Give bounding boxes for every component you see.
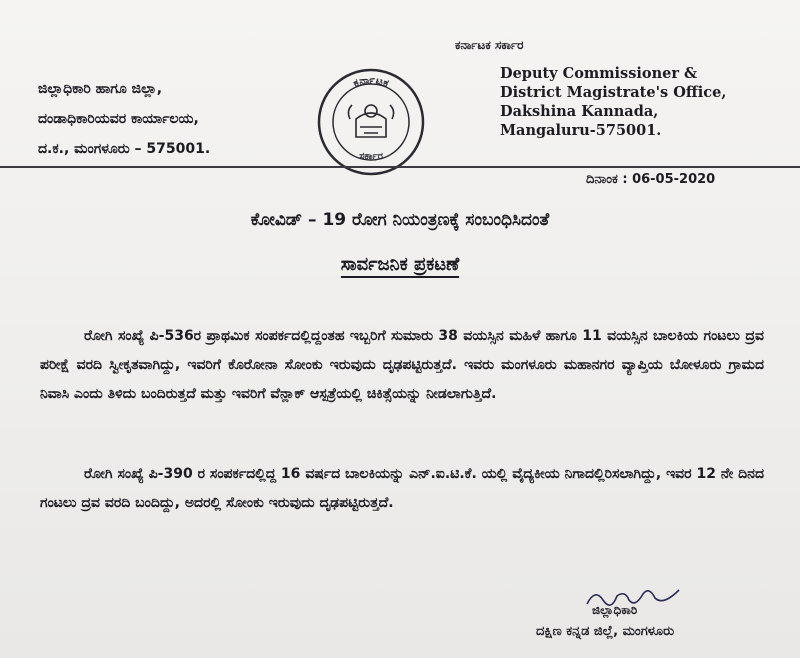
english-office-line-3: Dakshina Kannada, xyxy=(500,103,659,120)
seal-top-text-path: ಕರ್ನಾಟಕ xyxy=(351,73,391,91)
seal-emblem-icon xyxy=(348,105,393,137)
kannada-office-address xyxy=(38,74,288,164)
english-office-line-2: District Magistrate's Office, xyxy=(500,84,727,101)
notice-date: ದಿನಾಂಕ : 06-05-2020 xyxy=(586,172,716,187)
paragraph-1 xyxy=(40,322,764,409)
paragraph-1-text: ರೋಗಿ ಸಂಖ್ಯೆ ಪಿ-536ರ ಪ್ರಾಥಮಿಕ ಸಂಪರ್ಕದಲ್ಲಿದ್ದಂತಹ ಇಬ್ಬರಿಗೆ ಸುಮಾರು 38 ವಯಸ್ಸಿನ ಮಹಿಳೆ ಹಾಗೂ 11 ವಯಸ್ಸಿನ ಬಾಲಕಿಯ ಗಂಟಲು ದ್ರವ ಪರೀಕ್ಷೆ ವರದಿ ಸ್ವೀಕೃತವಾಗಿದ್ದು, ಇವರಿಗೆ ಕೊರೋನಾ ಸೋಂಕು ಇರುವುದು ದೃಢಪಟ್ಟಿರುತ್ತದೆ. ಇವರು ಮಂಗಳೂರು ಮಹಾನಗರ ವ್ಯಾಪ್ತಿಯ ಬೋಳೂರು ಗ್ರಾಮದ ನಿವಾಸಿ ಎಂದು ತಿಳಿದು ಬಂದಿರುತ್ತದೆ ಮತ್ತು ಇವರಿಗೆ ವೆನ್ಲಾಕ್ ಆಸ್ಪತ್ರೆಯಲ್ಲಿ ಚಿಕಿತ್ಸೆಯನ್ನು ನೀಡಲಾಗುತ್ತಿದೆ. xyxy=(40,328,764,402)
paragraph-2 xyxy=(40,460,764,518)
header-divider xyxy=(0,166,800,168)
kannada-office-line-3: ದ.ಕ., ಮಂಗಳೂರು – 575001. xyxy=(38,141,211,157)
notice-title xyxy=(0,254,800,275)
signatory-office: ದಕ್ಷಿಣ ಕನ್ನಡ ಜಿಲ್ಲೆ, ಮಂಗಳೂರು xyxy=(536,624,675,639)
seal-bottom-text: ಸರ್ಕಾರ xyxy=(359,151,383,162)
kannada-office-line-1: ಜಿಲ್ಲಾಧಿಕಾರಿ ಹಾಗೂ ಜಿಲ್ಲಾ, xyxy=(38,81,163,97)
english-office-line-4: Mangaluru-575001. xyxy=(500,122,662,139)
govt-label: ಕರ್ನಾಟಕ ಸರ್ಕಾರ xyxy=(455,38,524,52)
government-seal-icon xyxy=(316,67,426,177)
seal-top-text xyxy=(351,73,390,90)
notice-title-text: ಸಾರ್ವಜನಿಕ ಪ್ರಕಟಣೆ xyxy=(341,254,460,278)
signatory-designation: ಜಿಲ್ಲಾಧಿಕಾರಿ xyxy=(592,603,638,617)
paragraph-2-text: ರೋಗಿ ಸಂಖ್ಯೆ ಪಿ-390 ರ ಸಂಪರ್ಕದಲ್ಲಿದ್ದ 16 ವರ್ಷದ ಬಾಲಕಿಯನ್ನು ಎನ್.ಐ.ಟಿ.ಕೆ. ಯಲ್ಲಿ ವೈದ್ಯಕೀಯ ನಿಗಾದಲ್ಲಿರಿಸಲಾಗಿದ್ದು, ಇವರ 12 ನೇ ದಿನದ ಗಂಟಲು ದ್ರವ ವರದಿ ಬಂದಿದ್ದು, ಅದರಲ್ಲಿ ಸೋಂಕು ಇರುವುದು ದೃಢಪಟ್ಟಿರುತ್ತದೆ. xyxy=(40,466,764,511)
english-office-line-1: Deputy Commissioner & xyxy=(500,65,698,82)
kannada-office-line-2: ದಂಡಾಧಿಕಾರಿಯವರ ಕಾರ್ಯಾಲಯ, xyxy=(38,111,199,127)
english-office-address xyxy=(500,64,760,140)
notice-subject: ಕೋವಿಡ್ – 19 ರೋಗ ನಿಯಂತ್ರಣಕ್ಕೆ ಸಂಬಂಧಿಸಿದಂತೆ xyxy=(250,210,550,230)
